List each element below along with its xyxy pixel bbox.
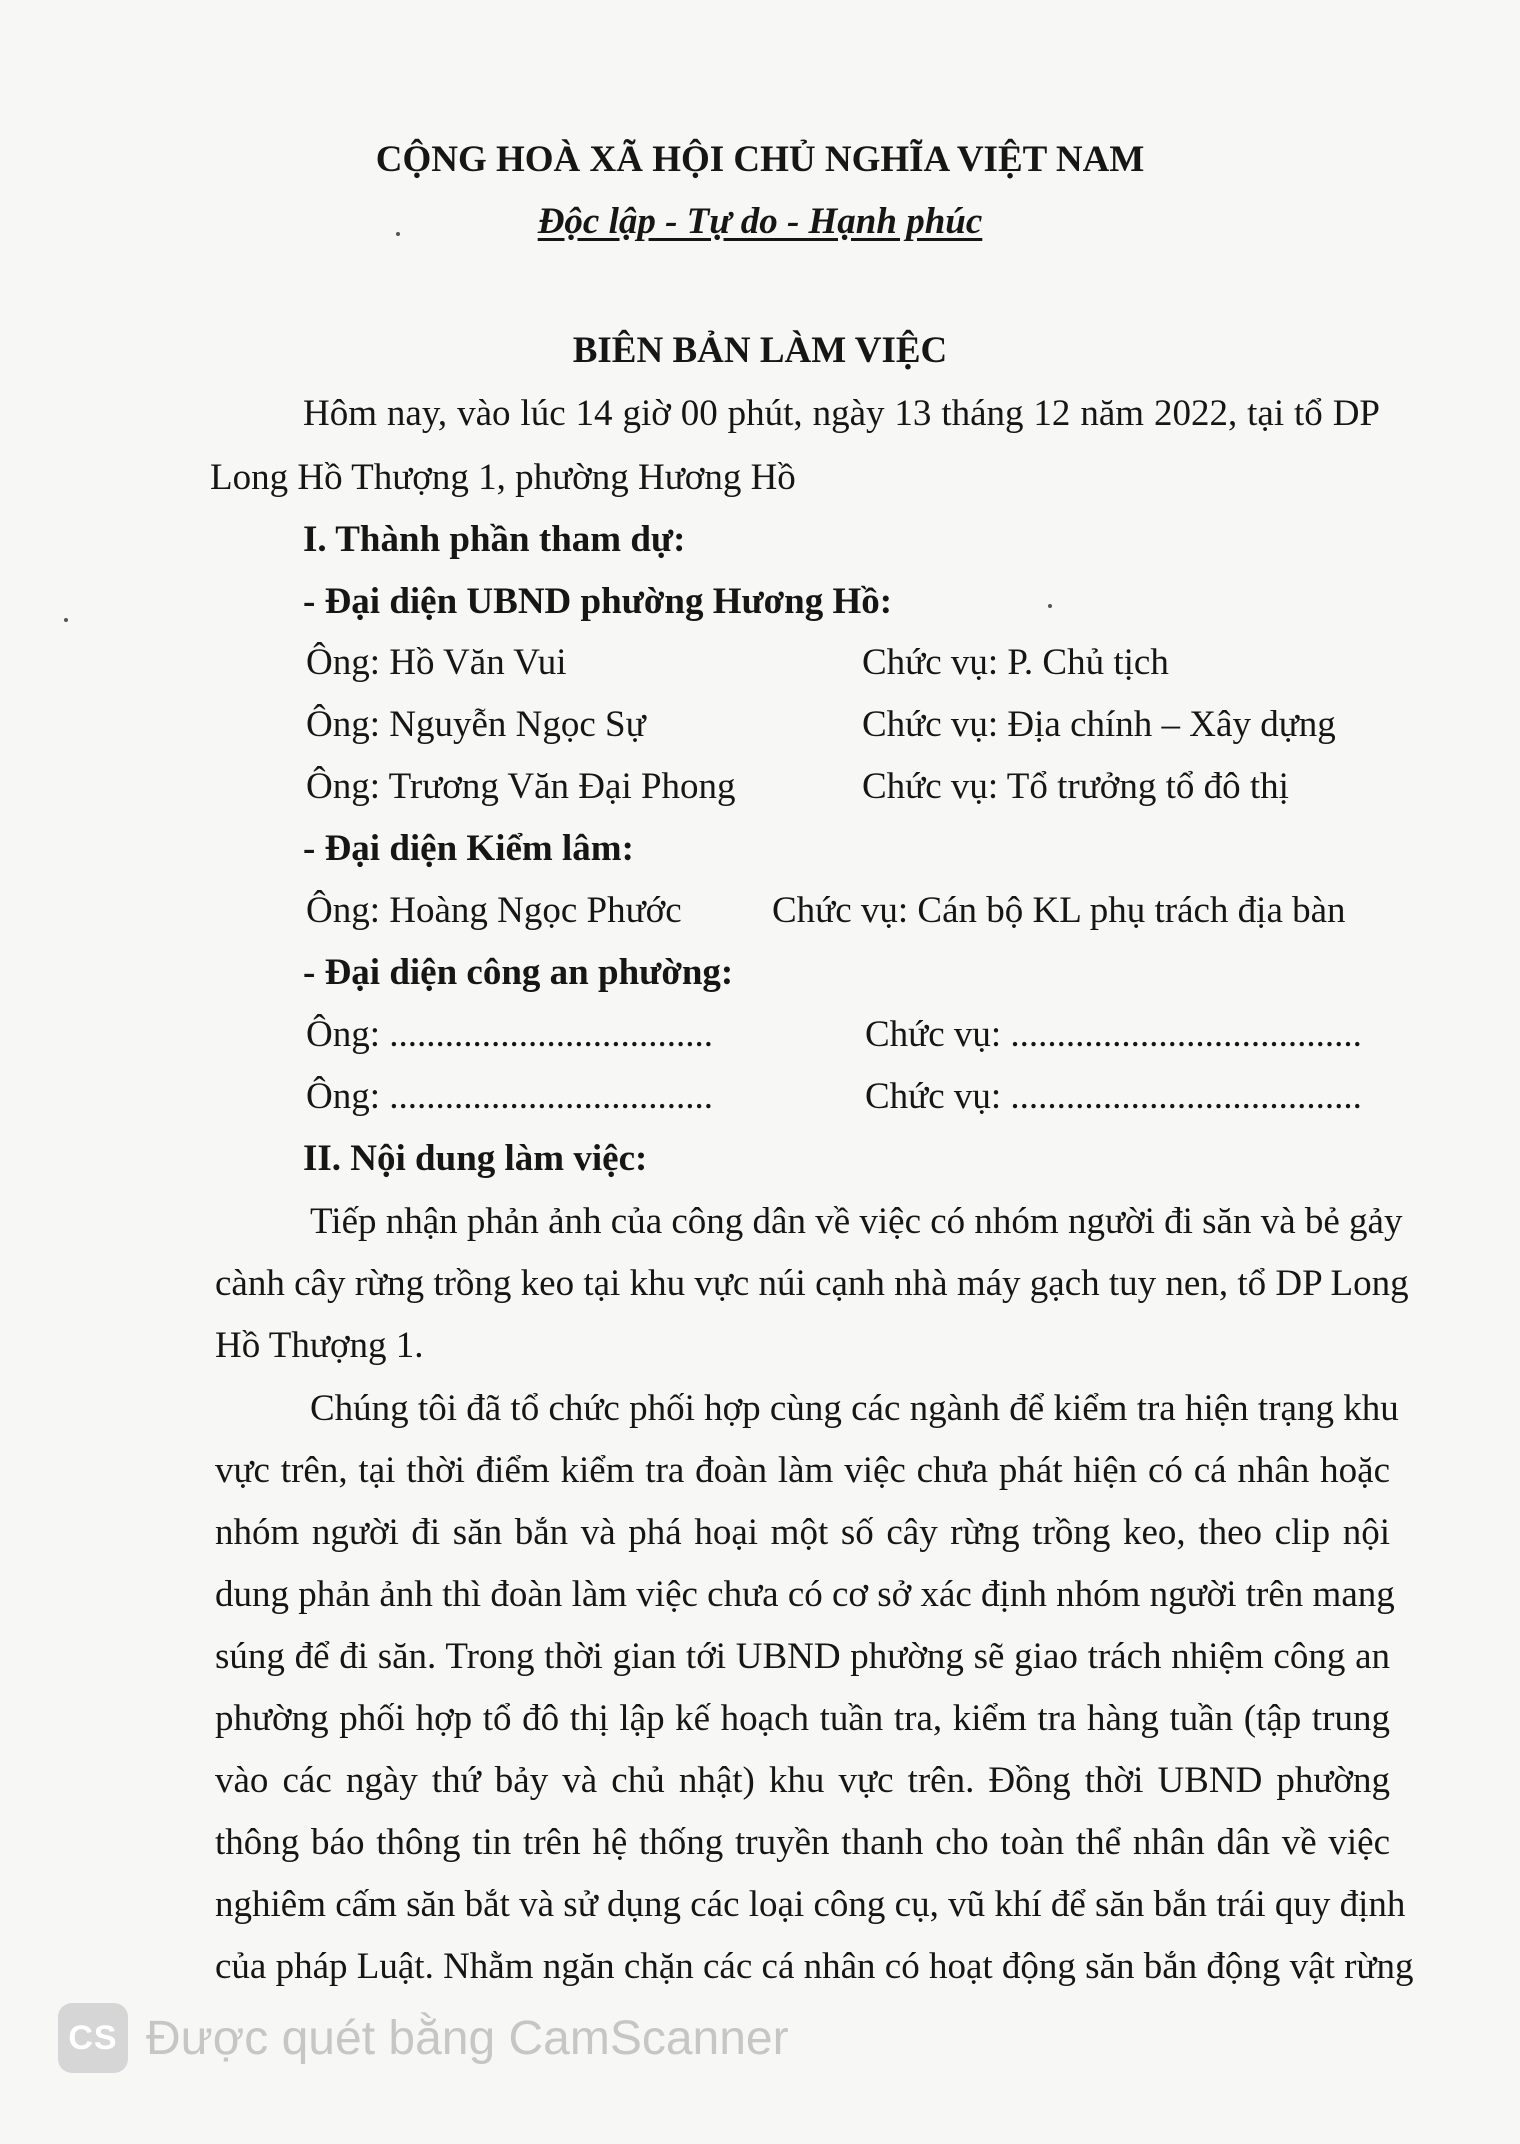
member-name: Ông: Trương Văn Đại Phong <box>306 766 736 807</box>
scan-speck <box>64 618 68 622</box>
member-name-blank: Ông: ................................... <box>306 1076 713 1117</box>
camscanner-logo-text: CS <box>68 2018 118 2057</box>
intro-line-1: Hôm nay, vào lúc 14 giờ 00 phút, ngày 13 tháng 12 năm 2022, tại tổ DP <box>303 393 1380 434</box>
paragraph-line: Tiếp nhận phản ảnh của công dân về việc có nhóm người đi săn và bẻ gảy <box>310 1201 1403 1242</box>
camscanner-text: Được quét bằng CamScanner <box>146 2011 789 2065</box>
scan-speck <box>396 232 400 236</box>
member-role: Chức vụ: Cán bộ KL phụ trách địa bàn <box>772 890 1346 931</box>
group-ubnd-heading: - Đại diện UBND phường Hương Hồ: <box>303 581 893 622</box>
paragraph-line: nhóm người đi săn bắn và phá hoại một số cây rừng trồng keo, theo clip nội <box>215 1512 1390 1553</box>
paragraph-line: vực trên, tại thời điểm kiểm tra đoàn làm việc chưa phát hiện có cá nhân hoặc <box>215 1450 1390 1491</box>
camscanner-watermark <box>58 2002 789 2074</box>
paragraph-line: của pháp Luật. Nhằm ngăn chặn các cá nhân có hoạt động săn bắn động vật rừng <box>215 1946 1414 1987</box>
member-role: Chức vụ: Tổ trưởng tổ đô thị <box>862 766 1289 807</box>
member-role: Chức vụ: P. Chủ tịch <box>862 642 1169 683</box>
section2-heading: II. Nội dung làm việc: <box>303 1138 648 1179</box>
member-name: Ông: Hồ Văn Vui <box>306 642 567 683</box>
group-congan-heading: - Đại diện công an phường: <box>303 952 734 993</box>
member-name-blank: Ông: ................................... <box>306 1014 713 1055</box>
paragraph-line: cành cây rừng trồng keo tại khu vực núi cạnh nhà máy gạch tuy nen, tổ DP Long <box>215 1263 1409 1304</box>
scan-speck <box>1048 604 1052 608</box>
motto: Độc lập - Tự do - Hạnh phúc <box>537 201 983 242</box>
paragraph-line: Hồ Thượng 1. <box>215 1325 424 1366</box>
member-name: Ông: Nguyễn Ngọc Sự <box>306 704 646 745</box>
paragraph-line: phường phối hợp tổ đô thị lập kế hoạch tuần tra, kiểm tra hàng tuần (tập trung <box>215 1698 1390 1739</box>
document-title: BIÊN BẢN LÀM VIỆC <box>572 330 948 371</box>
paragraph-line: nghiêm cấm săn bắt và sử dụng các loại công cụ, vũ khí để săn bắn trái quy định <box>215 1884 1406 1925</box>
paragraph-line: thông báo thông tin trên hệ thống truyền thanh cho toàn thể nhân dân về việc <box>215 1822 1390 1863</box>
paragraph-line: dung phản ảnh thì đoàn làm việc chưa có cơ sở xác định nhóm người trên mang <box>215 1574 1395 1615</box>
paragraph-line: súng để đi săn. Trong thời gian tới UBND phường sẽ giao trách nhiệm công an <box>215 1636 1390 1677</box>
group-kiemlam-heading: - Đại diện Kiểm lâm: <box>303 828 634 869</box>
intro-line-2: Long Hồ Thượng 1, phường Hương Hồ <box>210 457 796 498</box>
national-title: CỘNG HOÀ XÃ HỘI CHỦ NGHĨA VIỆT NAM <box>375 139 1145 180</box>
paragraph-line: Chúng tôi đã tổ chức phối hợp cùng các ngành để kiểm tra hiện trạng khu <box>310 1388 1399 1429</box>
camscanner-logo-icon <box>58 2003 128 2073</box>
member-role-blank: Chức vụ: ...................................... <box>865 1014 1362 1055</box>
member-name: Ông: Hoàng Ngọc Phước <box>306 890 682 931</box>
member-role: Chức vụ: Địa chính – Xây dựng <box>862 704 1336 745</box>
paragraph-line: vào các ngày thứ bảy và chủ nhật) khu vực trên. Đồng thời UBND phường <box>215 1760 1390 1801</box>
section1-heading: I. Thành phần tham dự: <box>303 519 686 560</box>
member-role-blank: Chức vụ: ...................................... <box>865 1076 1362 1117</box>
